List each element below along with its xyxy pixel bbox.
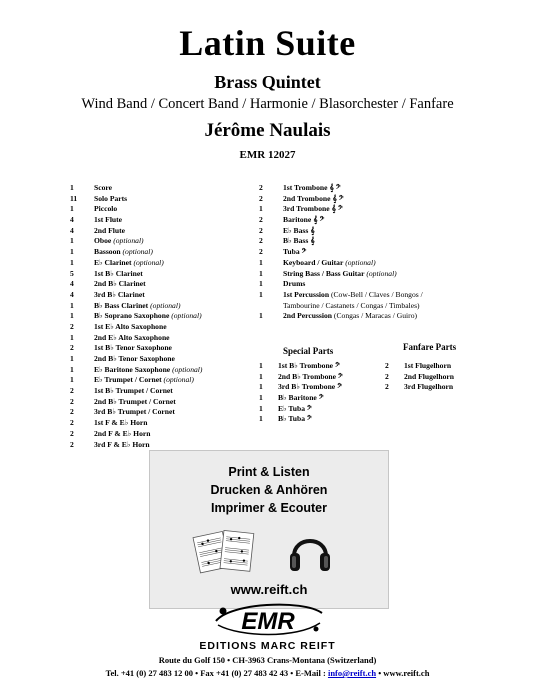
part-row: [70, 418, 240, 429]
part-row: [70, 236, 240, 247]
part-count: 1: [70, 236, 74, 246]
part-name: 1st B♭ Trombone 𝄢: [278, 361, 340, 370]
fanfare-part-row: [385, 372, 505, 383]
part-row: [70, 397, 240, 408]
part-count: 2: [259, 225, 263, 235]
part-row: [70, 279, 240, 290]
part-row: [259, 215, 489, 226]
emr-logo: [210, 601, 326, 639]
optional-note: (optional): [364, 268, 397, 278]
part-name: Oboe (optional): [94, 236, 144, 246]
part-row: [70, 247, 240, 258]
part-count: 1: [259, 382, 263, 392]
promo-line-drucken: Drucken & Anhören: [210, 483, 328, 497]
part-name: 3rd F & E♭ Horn: [94, 439, 150, 449]
part-name: 2nd Trombone 𝄞 𝄢: [283, 193, 344, 203]
part-row: [70, 226, 240, 237]
part-name: 2nd Flute: [94, 225, 126, 235]
part-count: 4: [70, 289, 74, 299]
part-name: 3rd Flugelhorn: [404, 382, 454, 392]
part-name: E♭ Tuba 𝄢: [278, 403, 312, 413]
part-row: [70, 333, 240, 344]
optional-note: (optional): [161, 375, 194, 385]
part-count: 1: [259, 393, 263, 403]
catalog-code: EMR 12027: [239, 149, 296, 161]
part-count: 1: [70, 354, 74, 363]
special-part-row: [259, 361, 379, 372]
optional-note: (optional): [170, 364, 203, 374]
band-types: Wind Band / Concert Band / Harmonie / Blasorchester / Fanfare: [81, 96, 454, 112]
part-name: Bassoon (optional): [94, 247, 153, 257]
part-count: 4: [70, 215, 74, 225]
part-row: [70, 258, 240, 269]
part-count: 5: [70, 268, 74, 278]
part-count: 1: [259, 361, 263, 370]
percussion-detail: (Congas / Maracas / Guiro): [332, 311, 418, 321]
part-row: [70, 343, 240, 354]
part-count: 4: [70, 225, 74, 235]
optional-note: (optional): [169, 311, 202, 321]
part-count: 1: [70, 332, 74, 342]
part-count: 2: [385, 382, 389, 392]
part-count: 2: [70, 439, 74, 449]
contact-phone-fax: Tel. +41 (0) 27 483 12 00 • Fax +41 (0) 27 483 42 43 • E-Mail :: [105, 668, 328, 678]
part-count: 1: [70, 183, 74, 192]
special-parts-title: Special Parts: [283, 346, 334, 356]
part-row: [259, 183, 489, 194]
percussion-detail: Tambourine / Castanets / Congas / Timbales): [283, 300, 420, 310]
print-listen-box[interactable]: [149, 450, 389, 609]
part-row: [70, 269, 240, 280]
part-count: 2: [259, 236, 263, 246]
part-count: 1: [259, 289, 263, 299]
part-name: 3rd B♭ Clarinet: [94, 289, 145, 299]
part-row: [70, 301, 240, 312]
part-name: 2nd Flugelhorn: [404, 371, 455, 381]
optional-note: (optional): [148, 300, 181, 310]
part-count: 1: [70, 364, 74, 374]
part-count: 2: [70, 428, 74, 438]
parts-list-left: [70, 183, 240, 450]
part-name: 2nd Percussion (Congas / Maracas / Guiro): [283, 311, 418, 321]
part-name: Tuba 𝄢: [283, 247, 307, 257]
part-name: 1st B♭ Tenor Saxophone: [94, 343, 172, 353]
publisher-name: EDITIONS MARC REIFT: [199, 640, 336, 652]
part-name: Piccolo: [94, 204, 118, 214]
special-part-row: [259, 393, 379, 404]
part-name: 1st B♭ Clarinet: [94, 268, 143, 278]
optional-note: (optional): [343, 257, 376, 267]
fanfare-part-row: [385, 382, 505, 393]
special-part-row: [259, 414, 379, 425]
part-count: 2: [70, 407, 74, 417]
part-row: [259, 236, 489, 247]
part-name: B♭ Tuba 𝄢: [278, 414, 312, 424]
part-count: 1: [259, 311, 263, 321]
part-name: E♭ Bass 𝄞: [283, 225, 315, 235]
publisher-contact: [0, 668, 535, 678]
part-count: 1: [259, 204, 263, 214]
part-row: [259, 226, 489, 237]
part-name: 3rd B♭ Trombone 𝄢: [278, 382, 342, 392]
part-row: [259, 247, 489, 258]
part-name: 3rd B♭ Trumpet / Cornet: [94, 407, 175, 417]
part-row: [259, 269, 489, 280]
part-name: Drums: [283, 279, 306, 289]
part-name: 1st E♭ Alto Saxophone: [94, 321, 167, 331]
part-count: 2: [70, 386, 74, 396]
part-count: 2: [70, 321, 74, 331]
part-count: 1: [259, 371, 263, 381]
optional-note: (optional): [120, 247, 153, 257]
part-name: Baritone 𝄞 𝄢: [283, 215, 325, 225]
part-count: 4: [70, 279, 74, 289]
part-name: Solo Parts: [94, 193, 128, 203]
page-title: Latin Suite: [179, 23, 356, 63]
part-count: 1: [259, 257, 263, 267]
fanfare-part-row: [385, 361, 505, 372]
part-row: [70, 440, 240, 451]
part-count: 1: [259, 414, 263, 424]
part-count: 1: [259, 279, 263, 289]
special-part-row: [259, 404, 379, 415]
sheet-music-icon: [192, 526, 258, 574]
part-count: 1: [70, 247, 74, 257]
part-name: 1st Flute: [94, 215, 123, 225]
publisher-address: Route du Golf 150 • CH-3963 Crans-Montana (Switzerland): [158, 655, 377, 665]
parts-list-right: [259, 183, 489, 322]
promo-line-print-listen: Print & Listen: [228, 465, 310, 479]
part-row: [70, 183, 240, 194]
part-count: 2: [70, 418, 74, 428]
part-name: 2nd B♭ Clarinet: [94, 279, 146, 289]
part-name: Keyboard / Guitar (optional): [283, 257, 376, 267]
part-name: E♭ Trumpet / Cornet (optional): [94, 375, 194, 385]
part-row: [259, 204, 489, 215]
part-name: 1st Trombone 𝄞 𝄢: [283, 183, 341, 192]
part-row: [70, 365, 240, 376]
special-parts-list: [259, 361, 379, 425]
part-count: 2: [70, 396, 74, 406]
optional-note: (optional): [131, 257, 164, 267]
part-name: 1st Flugelhorn: [404, 361, 452, 370]
part-count: 2: [385, 371, 389, 381]
part-count: 2: [259, 183, 263, 192]
part-row: [70, 290, 240, 301]
part-name: [283, 301, 489, 312]
part-row: [70, 322, 240, 333]
part-row: [70, 311, 240, 322]
logo-text: EMR: [241, 608, 295, 635]
special-part-row: [259, 382, 379, 393]
part-row: [70, 204, 240, 215]
part-name: 2nd B♭ Trumpet / Cornet: [94, 396, 176, 406]
part-name: E♭ Clarinet (optional): [94, 257, 164, 267]
part-count: 2: [70, 343, 74, 353]
promo-line-imprimer: Imprimer & Ecouter: [210, 501, 327, 515]
part-row: [70, 354, 240, 365]
part-count: 1: [70, 375, 74, 385]
part-count: 2: [259, 193, 263, 203]
part-count: 11: [70, 193, 78, 203]
part-name: 2nd B♭ Trombone 𝄢: [278, 371, 343, 381]
part-row: [259, 311, 489, 322]
part-count: 2: [259, 215, 263, 225]
part-count: [259, 301, 283, 312]
website-link[interactable]: www.reift.ch: [230, 582, 308, 597]
part-count: 1: [259, 403, 263, 413]
fanfare-parts-list: [385, 361, 505, 393]
special-part-row: [259, 372, 379, 383]
part-name: B♭ Bass 𝄞: [283, 236, 315, 246]
composer-name: Jérôme Naulais: [204, 120, 331, 141]
part-row: [259, 279, 489, 290]
part-name: B♭ Bass Clarinet (optional): [94, 300, 181, 310]
part-count: 1: [70, 300, 74, 310]
part-name: 3rd Trombone 𝄞 𝄢: [283, 204, 343, 214]
part-row: [70, 215, 240, 226]
part-name: 2nd E♭ Alto Saxophone: [94, 332, 170, 342]
subtitle: Brass Quintet: [214, 72, 321, 92]
optional-note: (optional): [111, 236, 144, 246]
part-row: [70, 386, 240, 397]
part-row: [259, 290, 489, 301]
part-row: [70, 429, 240, 440]
part-row: [70, 194, 240, 205]
part-name: B♭ Soprano Saxophone (optional): [94, 311, 202, 321]
email-link[interactable]: info@reift.ch: [327, 668, 377, 678]
part-count: 1: [70, 204, 74, 214]
part-name: 1st Percussion (Cow-Bell / Claves / Bongos /: [283, 289, 423, 299]
part-count: 1: [259, 268, 263, 278]
part-row: [259, 301, 489, 312]
part-row: [70, 375, 240, 386]
part-name: 1st F & E♭ Horn: [94, 418, 148, 428]
headphones-icon: [286, 526, 334, 576]
part-name: 2nd B♭ Tenor Saxophone: [94, 354, 175, 363]
percussion-detail: (Cow-Bell / Claves / Bongos /: [329, 289, 423, 299]
part-count: 2: [385, 361, 389, 370]
part-name: B♭ Baritone 𝄢: [278, 393, 324, 403]
contact-website: • www.reift.ch: [376, 668, 430, 678]
part-name: 2nd F & E♭ Horn: [94, 428, 151, 438]
part-row: [70, 407, 240, 418]
part-name: E♭ Baritone Saxophone (optional): [94, 364, 203, 374]
part-name: String Bass / Bass Guitar (optional): [283, 268, 397, 278]
part-name: Score: [94, 183, 112, 192]
part-count: 2: [259, 247, 263, 257]
part-count: 1: [70, 311, 74, 321]
part-row: [259, 258, 489, 269]
fanfare-parts-title: Fanfare Parts: [403, 342, 457, 352]
part-row: [259, 194, 489, 205]
part-count: 1: [70, 257, 74, 267]
part-name: 1st B♭ Trumpet / Cornet: [94, 386, 173, 396]
